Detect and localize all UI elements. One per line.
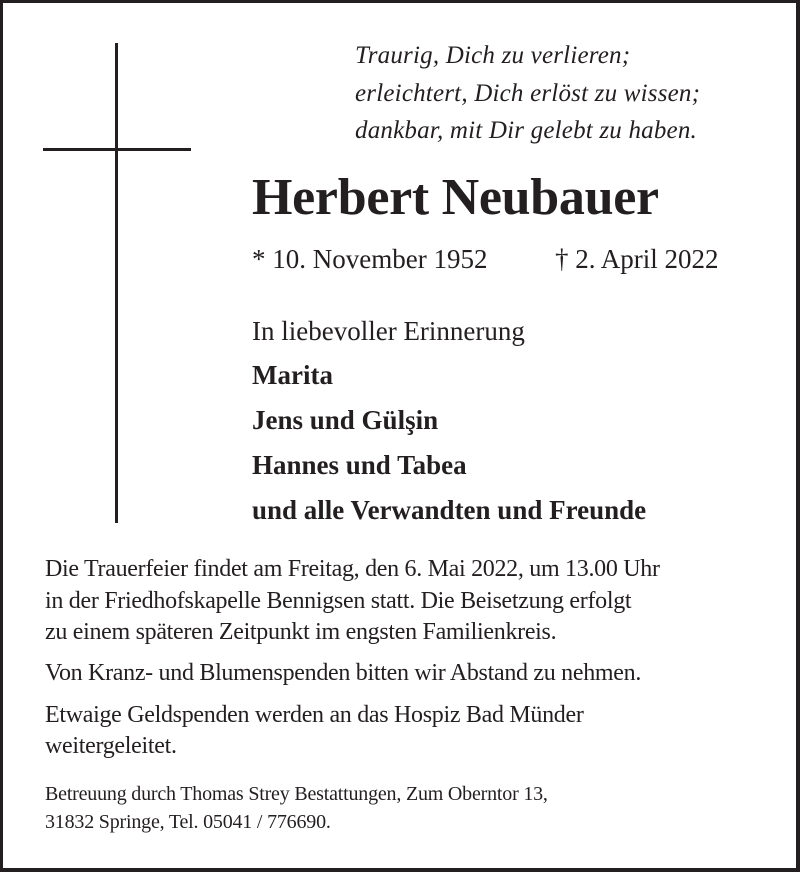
service-info-line: zu einem späteren Zeitpunkt im engsten Familienkreis. — [45, 619, 557, 645]
mourner-line: und alle Verwandten und Freunde — [252, 495, 647, 525]
flowers-note: Von Kranz- und Blumenspenden bitten wir Abstand zu nehmen. — [45, 660, 642, 686]
donation-note-line: Etwaige Geldspenden werden an das Hospiz Bad Münder — [45, 702, 584, 728]
cross-icon-vertical-bar — [115, 43, 118, 523]
service-info-line: Die Trauerfeier findet am Freitag, den 6. Mai 2022, um 13.00 Uhr — [45, 556, 660, 582]
funeral-home-line: Betreuung durch Thomas Strey Bestattungen, Zum Oberntor 13, — [45, 783, 548, 805]
verse-line-1: Traurig, Dich zu verlieren; — [355, 42, 631, 69]
deceased-name: Herbert Neubauer — [252, 169, 659, 226]
service-info-line: in der Friedhofskapelle Bennigsen statt. Die Beisetzung erfolgt — [45, 588, 632, 614]
mourner-line: Hannes und Tabea — [252, 450, 467, 480]
verse-line-2: erleichtert, Dich erlöst zu wissen; — [355, 80, 701, 107]
mourner-line: Marita — [252, 360, 333, 390]
donation-note-line: weitergeleitet. — [45, 733, 177, 759]
cross-icon-horizontal-bar — [43, 148, 191, 151]
memory-line: In liebevoller Erinnerung — [252, 316, 525, 346]
mourner-line: Jens und Gülşin — [252, 405, 439, 435]
birth-date: * 10. November 1952 — [252, 244, 488, 274]
verse-line-3: dankbar, mit Dir gelebt zu haben. — [355, 117, 697, 144]
funeral-home-line: 31832 Springe, Tel. 05041 / 776690. — [45, 811, 331, 833]
death-date: † 2. April 2022 — [555, 244, 719, 274]
